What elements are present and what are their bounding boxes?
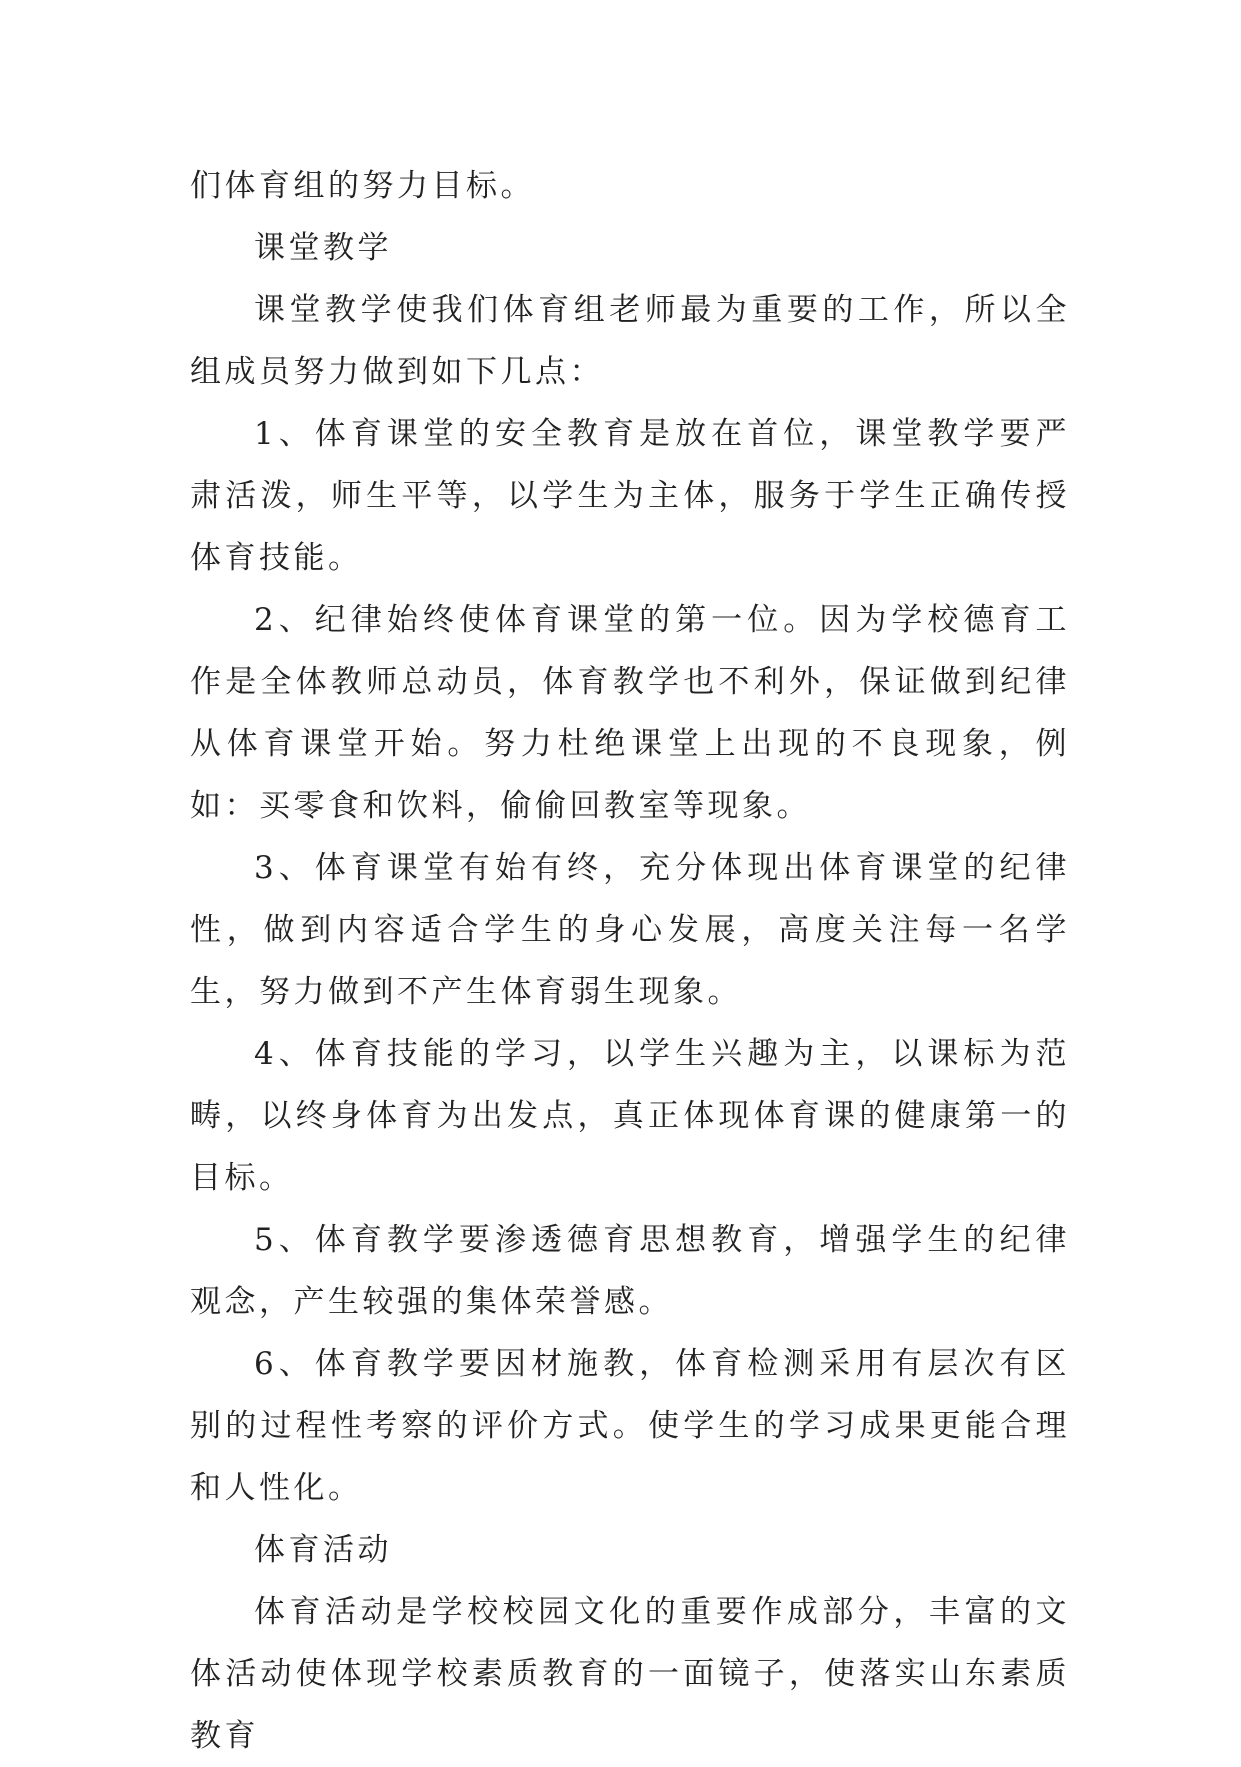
list-item-2: 2、纪律始终使体育课堂的第一位。因为学校德育工作是全体教师总动员，体育教学也不利外，保证做到纪律从体育课堂开始。努力杜绝课堂上出现的不良现象，例如：买零食和饮料，偷偷回教室等现象。 — [190, 602, 1070, 824]
paragraph-sports-activities: 体育活动是学校校园文化的重要作成部分，丰富的文体活动使体现学校素质教育的一面镜子，使落实山东素质教育 — [190, 1594, 1070, 1754]
section-heading-sports-activities: 体育活动 — [254, 1532, 392, 1568]
list-item-6: 6、体育教学要因材施教，体育检测采用有层次有区别的过程性考察的评价方式。使学生的学习成果更能合理和人性化。 — [190, 1346, 1070, 1506]
list-item-1: 1、体育课堂的安全教育是放在首位，课堂教学要严肃活泼，师生平等，以学生为主体，服务于学生正确传授体育技能。 — [190, 416, 1070, 576]
paragraph-intro: 课堂教学使我们体育组老师最为重要的工作，所以全组成员努力做到如下几点： — [190, 292, 1070, 390]
section-heading-classroom-teaching: 课堂教学 — [254, 230, 392, 266]
paragraph-continuation: 们体育组的努力目标。 — [190, 168, 535, 204]
document-body — [190, 155, 1070, 1767]
list-item-3: 3、体育课堂有始有终，充分体现出体育课堂的纪律性，做到内容适合学生的身心发展，高度关注每一名学生，努力做到不产生体育弱生现象。 — [190, 850, 1070, 1010]
list-item-4: 4、体育技能的学习，以学生兴趣为主，以课标为范畴，以终身体育为出发点，真正体现体育课的健康第一的目标。 — [190, 1036, 1070, 1196]
list-item-5: 5、体育教学要渗透德育思想教育，增强学生的纪律观念，产生较强的集体荣誉感。 — [190, 1222, 1070, 1320]
